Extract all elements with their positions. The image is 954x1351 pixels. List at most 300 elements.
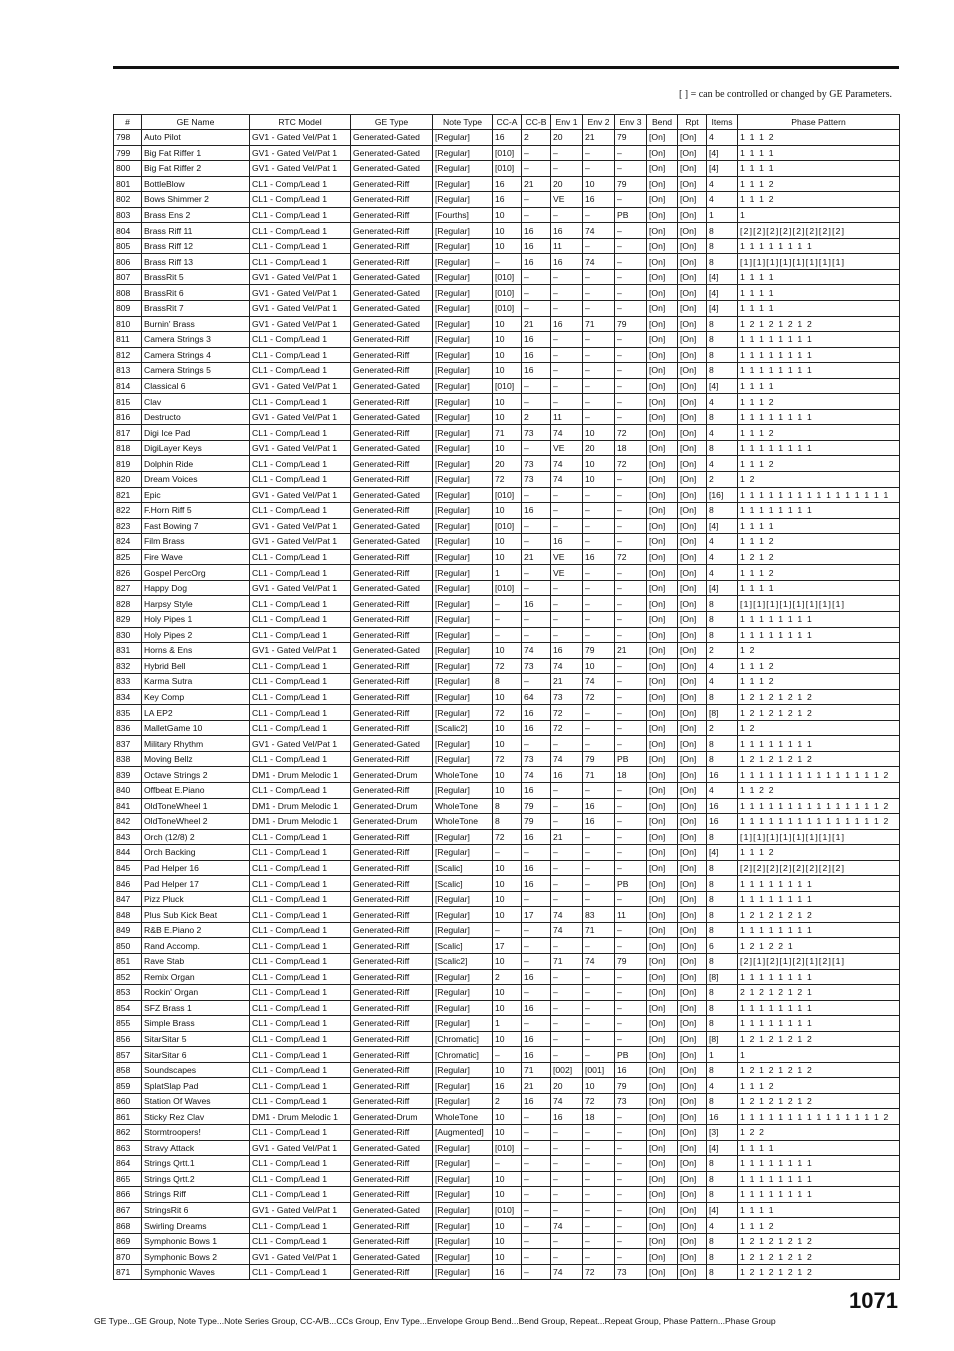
- table-cell: GV1 - Gated Vel/Pat 1: [250, 301, 351, 317]
- table-cell: –: [522, 1125, 551, 1141]
- table-cell: 8: [707, 751, 738, 767]
- table-cell: CL1 - Comp/Lead 1: [250, 658, 351, 674]
- table-cell: Generated-Riff: [351, 627, 433, 643]
- table-cell: 16: [522, 782, 551, 798]
- column-header: Env 2: [583, 115, 615, 130]
- table-cell: Generated-Riff: [351, 207, 433, 223]
- column-header: CC-A: [493, 115, 522, 130]
- table-row: [114, 751, 900, 767]
- table-cell: Generated-Riff: [351, 394, 433, 410]
- table-cell: [Regular]: [433, 736, 493, 752]
- table-cell: 16: [522, 503, 551, 519]
- table-cell: –: [583, 596, 615, 612]
- table-cell: 2: [707, 472, 738, 488]
- table-row: [114, 394, 900, 410]
- table-cell: [Regular]: [433, 1233, 493, 1249]
- table-cell: 8: [707, 440, 738, 456]
- table-cell: [8]: [707, 705, 738, 721]
- table-cell: Generated-Gated: [351, 487, 433, 503]
- table-cell: CL1 - Comp/Lead 1: [250, 876, 351, 892]
- table-cell: Dolphin Ride: [142, 456, 250, 472]
- table-row: [114, 580, 900, 596]
- table-cell: [Regular]: [433, 658, 493, 674]
- table-cell: 838: [114, 751, 142, 767]
- table-cell: 1 2: [738, 720, 900, 736]
- table-cell: –: [551, 736, 583, 752]
- table-cell: Orch (12/8) 2: [142, 829, 250, 845]
- table-cell: BottleBlow: [142, 176, 250, 192]
- table-cell: DM1 - Drum Melodic 1: [250, 798, 351, 814]
- table-cell: –: [551, 1140, 583, 1156]
- table-cell: Big Fat Riffer 2: [142, 161, 250, 177]
- table-cell: –: [522, 285, 551, 301]
- table-cell: –: [522, 1140, 551, 1156]
- table-cell: [On]: [647, 145, 678, 161]
- table-cell: Generated-Gated: [351, 130, 433, 146]
- table-cell: CL1 - Comp/Lead 1: [250, 1125, 351, 1141]
- table-cell: –: [551, 487, 583, 503]
- table-cell: SitarSitar 6: [142, 1047, 250, 1063]
- table-cell: 841: [114, 798, 142, 814]
- table-cell: 83: [583, 907, 615, 923]
- table-cell: 10: [493, 332, 522, 348]
- table-cell: [On]: [647, 907, 678, 923]
- table-cell: [On]: [678, 440, 707, 456]
- table-cell: GV1 - Gated Vel/Pat 1: [250, 130, 351, 146]
- table-cell: 856: [114, 1031, 142, 1047]
- table-cell: [On]: [678, 798, 707, 814]
- table-cell: Generated-Gated: [351, 145, 433, 161]
- table-cell: Generated-Riff: [351, 891, 433, 907]
- table-cell: –: [615, 1109, 647, 1125]
- table-cell: –: [551, 207, 583, 223]
- table-cell: 8: [707, 503, 738, 519]
- table-cell: CL1 - Comp/Lead 1: [250, 207, 351, 223]
- table-cell: 812: [114, 347, 142, 363]
- table-cell: [On]: [678, 145, 707, 161]
- table-cell: Dream Voices: [142, 472, 250, 488]
- table-cell: [2][2][2][2][2][2][2][2]: [738, 860, 900, 876]
- footer-legend: GE Type...GE Group, Note Type...Note Series Group, CC-A/B...CCs Group, Env Type...Envelope Group Bend...Bend Group, Repeat...Repeat Group, Phase Pattern...Phase Group: [94, 1316, 776, 1326]
- table-cell: 79: [522, 798, 551, 814]
- table-row: [114, 1249, 900, 1265]
- table-cell: [On]: [647, 969, 678, 985]
- table-cell: Big Fat Riffer 1: [142, 145, 250, 161]
- table-cell: –: [615, 285, 647, 301]
- table-cell: CL1 - Comp/Lead 1: [250, 969, 351, 985]
- table-row: [114, 953, 900, 969]
- table-cell: –: [583, 736, 615, 752]
- table-row: [114, 1125, 900, 1141]
- column-header: Env 3: [615, 115, 647, 130]
- table-row: [114, 720, 900, 736]
- table-cell: [On]: [678, 1187, 707, 1203]
- table-cell: –: [551, 1249, 583, 1265]
- table-cell: [On]: [678, 580, 707, 596]
- column-header: CC-B: [522, 115, 551, 130]
- table-cell: –: [615, 1187, 647, 1203]
- table-cell: CL1 - Comp/Lead 1: [250, 627, 351, 643]
- table-cell: –: [583, 347, 615, 363]
- table-cell: –: [551, 627, 583, 643]
- table-cell: –: [583, 1156, 615, 1172]
- table-cell: 1 1 2 2: [738, 782, 900, 798]
- table-cell: 74: [583, 953, 615, 969]
- table-cell: [Regular]: [433, 425, 493, 441]
- table-cell: [On]: [678, 347, 707, 363]
- table-cell: –: [615, 503, 647, 519]
- table-cell: –: [493, 922, 522, 938]
- table-cell: –: [583, 720, 615, 736]
- table-cell: Generated-Riff: [351, 751, 433, 767]
- table-cell: CL1 - Comp/Lead 1: [250, 472, 351, 488]
- table-cell: 20: [493, 456, 522, 472]
- table-cell: 862: [114, 1125, 142, 1141]
- table-cell: Generated-Gated: [351, 1140, 433, 1156]
- table-cell: [Regular]: [433, 1078, 493, 1094]
- table-cell: Generated-Drum: [351, 767, 433, 783]
- table-cell: [On]: [647, 814, 678, 830]
- table-cell: 16: [707, 767, 738, 783]
- table-cell: CL1 - Comp/Lead 1: [250, 1047, 351, 1063]
- table-row: [114, 985, 900, 1001]
- table-cell: CL1 - Comp/Lead 1: [250, 720, 351, 736]
- table-cell: Octave Strings 2: [142, 767, 250, 783]
- table-cell: Generated-Gated: [351, 736, 433, 752]
- table-cell: [Regular]: [433, 643, 493, 659]
- table-cell: [Regular]: [433, 394, 493, 410]
- table-cell: Generated-Riff: [351, 953, 433, 969]
- table-cell: Clav: [142, 394, 250, 410]
- table-cell: [4]: [707, 518, 738, 534]
- table-cell: [On]: [647, 378, 678, 394]
- table-cell: 8: [707, 409, 738, 425]
- table-cell: [Regular]: [433, 580, 493, 596]
- table-cell: Generated-Gated: [351, 161, 433, 177]
- table-cell: –: [522, 518, 551, 534]
- table-cell: –: [551, 876, 583, 892]
- table-cell: –: [583, 938, 615, 954]
- table-cell: 16: [493, 1078, 522, 1094]
- table-cell: 817: [114, 425, 142, 441]
- table-cell: –: [551, 782, 583, 798]
- table-cell: [4]: [707, 580, 738, 596]
- table-cell: [Regular]: [433, 1249, 493, 1265]
- table-cell: [On]: [678, 161, 707, 177]
- table-cell: CL1 - Comp/Lead 1: [250, 456, 351, 472]
- table-row: [114, 549, 900, 565]
- table-cell: 1 1 1 2: [738, 1078, 900, 1094]
- table-cell: 17: [522, 907, 551, 923]
- table-cell: –: [522, 1264, 551, 1280]
- table-cell: [Regular]: [433, 238, 493, 254]
- table-cell: Generated-Riff: [351, 596, 433, 612]
- table-row: [114, 674, 900, 690]
- table-cell: CL1 - Comp/Lead 1: [250, 985, 351, 1001]
- table-cell: [8]: [707, 969, 738, 985]
- table-cell: 1 2 1 2 1 2 1 2: [738, 751, 900, 767]
- table-cell: –: [551, 1202, 583, 1218]
- table-cell: [On]: [678, 658, 707, 674]
- table-cell: [001]: [583, 1062, 615, 1078]
- table-cell: 2: [707, 720, 738, 736]
- table-cell: [On]: [647, 472, 678, 488]
- table-cell: 2: [493, 969, 522, 985]
- table-cell: 1 1 1 1: [738, 1202, 900, 1218]
- table-cell: [On]: [678, 907, 707, 923]
- table-cell: [On]: [678, 829, 707, 845]
- table-cell: 1 1 1 1 1 1 1 1: [738, 1156, 900, 1172]
- table-cell: CL1 - Comp/Lead 1: [250, 829, 351, 845]
- table-cell: VE: [551, 565, 583, 581]
- table-cell: Soundscapes: [142, 1062, 250, 1078]
- table-cell: –: [615, 238, 647, 254]
- table-cell: 864: [114, 1156, 142, 1172]
- table-cell: 1: [707, 207, 738, 223]
- table-cell: 4: [707, 1218, 738, 1234]
- table-cell: 72: [615, 425, 647, 441]
- table-cell: 828: [114, 596, 142, 612]
- table-cell: –: [615, 161, 647, 177]
- table-cell: –: [615, 845, 647, 861]
- table-cell: GV1 - Gated Vel/Pat 1: [250, 285, 351, 301]
- table-cell: –: [615, 301, 647, 317]
- table-cell: [Regular]: [433, 1264, 493, 1280]
- table-cell: [On]: [647, 394, 678, 410]
- table-cell: 74: [583, 223, 615, 239]
- table-cell: 10: [493, 1109, 522, 1125]
- table-cell: DigiLayer Keys: [142, 440, 250, 456]
- table-cell: 1 1 1 2: [738, 845, 900, 861]
- table-cell: –: [583, 1140, 615, 1156]
- table-cell: [On]: [678, 238, 707, 254]
- table-cell: 4: [707, 534, 738, 550]
- table-cell: CL1 - Comp/Lead 1: [250, 332, 351, 348]
- table-cell: –: [522, 736, 551, 752]
- table-cell: [On]: [647, 1140, 678, 1156]
- table-cell: –: [551, 938, 583, 954]
- table-cell: [Scalic]: [433, 876, 493, 892]
- table-cell: 18: [583, 1109, 615, 1125]
- page-number: 1071: [849, 1288, 898, 1313]
- table-cell: [Regular]: [433, 751, 493, 767]
- table-cell: [On]: [647, 860, 678, 876]
- table-cell: 870: [114, 1249, 142, 1265]
- table-cell: 8: [707, 1062, 738, 1078]
- table-cell: –: [615, 798, 647, 814]
- table-cell: 16: [551, 1109, 583, 1125]
- table-cell: Strings Qrtt.2: [142, 1171, 250, 1187]
- table-cell: –: [615, 782, 647, 798]
- table-cell: [On]: [678, 487, 707, 503]
- table-cell: [On]: [678, 130, 707, 146]
- table-cell: 1 1 1 1 1 1 1 1 1 1 1 1 1 1 1 2: [738, 767, 900, 783]
- table-cell: VE: [551, 440, 583, 456]
- table-cell: –: [615, 1249, 647, 1265]
- table-cell: 8: [707, 238, 738, 254]
- table-cell: –: [583, 161, 615, 177]
- parameter-note: [ ] = can be controlled or changed by GE Parameters.: [678, 89, 892, 100]
- table-cell: Holy Pipes 2: [142, 627, 250, 643]
- table-cell: –: [522, 161, 551, 177]
- table-cell: 816: [114, 409, 142, 425]
- table-cell: [On]: [678, 705, 707, 721]
- table-cell: 1 2: [738, 643, 900, 659]
- table-cell: –: [615, 985, 647, 1001]
- table-cell: –: [493, 611, 522, 627]
- table-cell: 1 2 1 2 1 2 1 2: [738, 1264, 900, 1280]
- table-cell: CL1 - Comp/Lead 1: [250, 1093, 351, 1109]
- column-header: RTC Model: [250, 115, 351, 130]
- table-cell: 1 1 1 1 1 1 1 1: [738, 347, 900, 363]
- table-row: [114, 207, 900, 223]
- table-cell: 859: [114, 1078, 142, 1094]
- table-cell: 8: [707, 332, 738, 348]
- table-cell: 21: [522, 176, 551, 192]
- top-rule: [113, 66, 899, 69]
- ge-table: [113, 114, 900, 1280]
- table-row: [114, 798, 900, 814]
- table-body: [114, 130, 900, 1280]
- table-cell: 1 1 1 1 1 1 1 1: [738, 363, 900, 379]
- table-cell: 79: [522, 814, 551, 830]
- table-cell: Orch Backing: [142, 845, 250, 861]
- table-cell: Pad Helper 17: [142, 876, 250, 892]
- table-cell: [010]: [493, 1202, 522, 1218]
- table-cell: 72: [551, 705, 583, 721]
- table-cell: [Regular]: [433, 456, 493, 472]
- table-cell: –: [522, 1249, 551, 1265]
- table-cell: [Regular]: [433, 503, 493, 519]
- table-cell: [On]: [647, 1078, 678, 1094]
- table-cell: –: [551, 1047, 583, 1063]
- table-cell: [4]: [707, 1140, 738, 1156]
- table-cell: Generated-Gated: [351, 643, 433, 659]
- table-cell: 16: [522, 876, 551, 892]
- table-cell: 831: [114, 643, 142, 659]
- table-cell: Generated-Gated: [351, 534, 433, 550]
- table-cell: –: [522, 145, 551, 161]
- table-cell: –: [615, 580, 647, 596]
- table-cell: 1 1 1 1 1 1 1 1 1 1 1 1 1 1 1 1: [738, 487, 900, 503]
- table-cell: 10: [493, 409, 522, 425]
- table-row: [114, 1047, 900, 1063]
- table-cell: 8: [707, 891, 738, 907]
- table-cell: F.Horn Riff 5: [142, 503, 250, 519]
- table-cell: [Regular]: [433, 1156, 493, 1172]
- table-cell: [Regular]: [433, 269, 493, 285]
- table-cell: CL1 - Comp/Lead 1: [250, 1233, 351, 1249]
- table-row: [114, 829, 900, 845]
- table-cell: 1 2 2: [738, 1125, 900, 1141]
- table-cell: [On]: [647, 254, 678, 270]
- table-cell: 16: [522, 1047, 551, 1063]
- table-cell: [Regular]: [433, 223, 493, 239]
- table-cell: GV1 - Gated Vel/Pat 1: [250, 409, 351, 425]
- table-cell: [On]: [647, 891, 678, 907]
- table-row: [114, 596, 900, 612]
- table-row: [114, 1187, 900, 1203]
- table-cell: –: [551, 969, 583, 985]
- table-cell: [Regular]: [433, 130, 493, 146]
- table-cell: Generated-Riff: [351, 503, 433, 519]
- table-cell: [4]: [707, 161, 738, 177]
- table-cell: [Regular]: [433, 1062, 493, 1078]
- table-cell: Generated-Gated: [351, 301, 433, 317]
- table-cell: 73: [615, 1093, 647, 1109]
- table-cell: –: [615, 627, 647, 643]
- table-cell: 72: [583, 1093, 615, 1109]
- table-cell: [Scalic]: [433, 938, 493, 954]
- table-cell: Camera Strings 3: [142, 332, 250, 348]
- table-cell: 871: [114, 1264, 142, 1280]
- table-cell: 807: [114, 269, 142, 285]
- table-cell: 1 1 1 1 1 1 1 1: [738, 1187, 900, 1203]
- table-cell: 1 1 1 1 1 1 1 1: [738, 611, 900, 627]
- table-row: [114, 782, 900, 798]
- table-cell: 74: [522, 643, 551, 659]
- table-cell: –: [522, 627, 551, 643]
- table-cell: 8: [707, 1264, 738, 1280]
- table-cell: [Regular]: [433, 316, 493, 332]
- table-cell: 79: [615, 130, 647, 146]
- table-cell: –: [615, 145, 647, 161]
- table-cell: [On]: [647, 689, 678, 705]
- table-cell: –: [551, 378, 583, 394]
- table-cell: 16: [707, 798, 738, 814]
- column-header: #: [114, 115, 142, 130]
- table-cell: PB: [615, 1047, 647, 1063]
- table-cell: GV1 - Gated Vel/Pat 1: [250, 378, 351, 394]
- table-cell: [Regular]: [433, 176, 493, 192]
- table-cell: Generated-Riff: [351, 1093, 433, 1109]
- table-cell: 821: [114, 487, 142, 503]
- table-cell: CL1 - Comp/Lead 1: [250, 1000, 351, 1016]
- table-row: [114, 332, 900, 348]
- table-header: [114, 115, 900, 130]
- table-cell: CL1 - Comp/Lead 1: [250, 1218, 351, 1234]
- table-cell: –: [615, 611, 647, 627]
- table-cell: Symphonic Waves: [142, 1264, 250, 1280]
- table-cell: Generated-Gated: [351, 409, 433, 425]
- table-cell: –: [615, 363, 647, 379]
- table-cell: 1 1 1 1 1 1 1 1: [738, 503, 900, 519]
- table-cell: –: [522, 1218, 551, 1234]
- table-row: [114, 1000, 900, 1016]
- table-cell: Generated-Riff: [351, 254, 433, 270]
- table-cell: Generated-Riff: [351, 907, 433, 923]
- table-cell: [On]: [647, 176, 678, 192]
- table-cell: 16: [551, 223, 583, 239]
- table-cell: 809: [114, 301, 142, 317]
- table-cell: –: [522, 845, 551, 861]
- table-cell: 869: [114, 1233, 142, 1249]
- table-cell: [On]: [678, 611, 707, 627]
- table-cell: [On]: [647, 1125, 678, 1141]
- table-cell: –: [551, 363, 583, 379]
- table-cell: 1 1 1 1: [738, 580, 900, 596]
- table-cell: CL1 - Comp/Lead 1: [250, 223, 351, 239]
- table-cell: 805: [114, 238, 142, 254]
- table-cell: 1 1 1 1: [738, 145, 900, 161]
- table-cell: 808: [114, 285, 142, 301]
- table-cell: [Regular]: [433, 192, 493, 208]
- table-cell: [On]: [647, 1093, 678, 1109]
- table-cell: [Augmented]: [433, 1125, 493, 1141]
- table-cell: –: [615, 705, 647, 721]
- table-cell: –: [522, 985, 551, 1001]
- table-cell: [Regular]: [433, 1140, 493, 1156]
